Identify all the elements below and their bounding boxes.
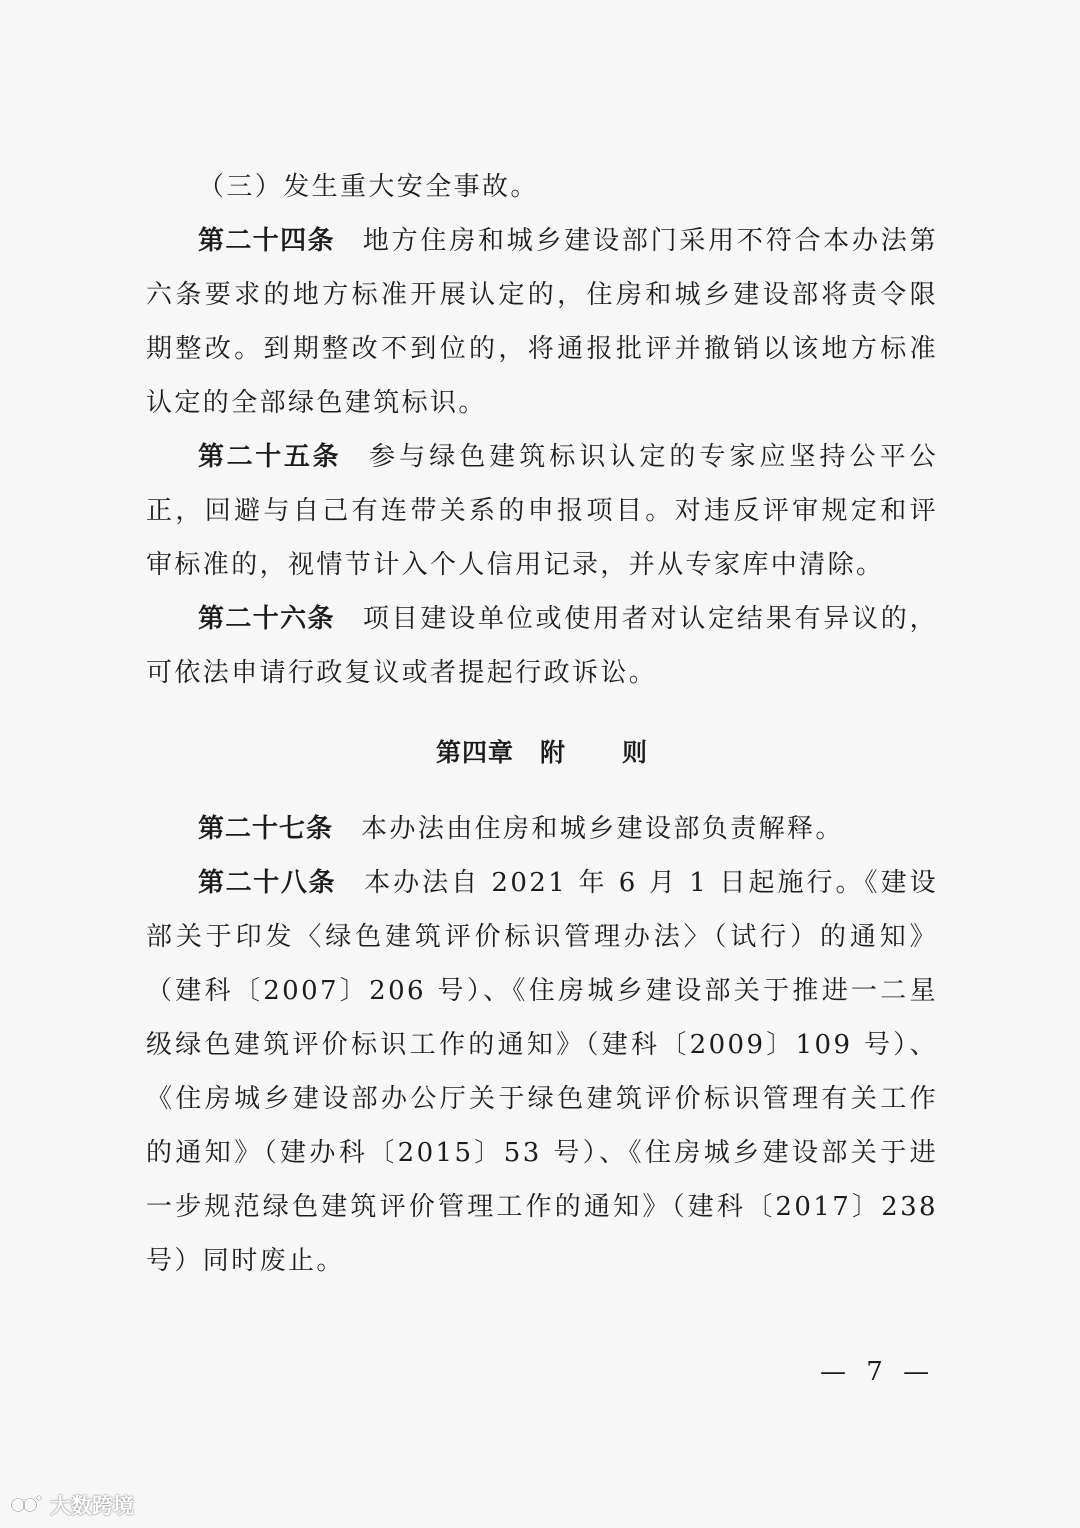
page-number: — 7 — — [820, 1357, 936, 1387]
article-28-text: 本办法自 2021 年 6 月 1 日起施行。《建设部关于印发〈绿色建筑评价标识管理办法〉（试行）的通知》（建科〔2007〕206 号）、《住房城乡建设部关于推进一二星级绿色建筑评价标识工作的通知》（建科〔2009〕109 号）、《住房城乡建设部办公厅关于绿色建筑评价标识管理有关工作的通知》（建办科〔2015〕53 号）、《住房城乡建设部关于进一步规范绿色建筑评价管理工作的通知》（建科〔2017〕238 号）同时废止。 — [146, 868, 938, 1276]
article-27-text: 本办法由住房和城乡建设部负责解释。 — [361, 814, 844, 844]
document-body — [146, 160, 938, 1288]
article-28-label: 第二十八条 — [198, 868, 337, 898]
article-25-text: 参与绿色建筑标识认定的专家应坚持公平公正，回避与自己有连带关系的申报项目。对违反评审规定和评审标准的，视情节计入个人信用记录，并从专家库中清除。 — [146, 442, 938, 580]
article-27-paragraph — [146, 802, 938, 856]
article-26-paragraph — [146, 592, 938, 700]
watermark-text: 大数跨境 — [50, 1494, 134, 1518]
article-25-paragraph — [146, 430, 938, 592]
article-25-label: 第二十五条 — [198, 442, 342, 472]
article-28-paragraph — [146, 856, 938, 1288]
chapter-4-number: 第四章 — [435, 738, 514, 767]
article-26-text: 项目建设单位或使用者对认定结果有异议的，可依法申请行政复议或者提起行政诉讼。 — [146, 604, 938, 688]
chapter-4-heading — [146, 726, 938, 780]
article-24-label: 第二十四条 — [198, 226, 335, 256]
logo-icon — [10, 1492, 44, 1518]
chapter-4-word-2: 则 — [622, 738, 649, 767]
watermark — [10, 1490, 134, 1520]
article-24-paragraph — [146, 214, 938, 430]
item-3-text: （三）发生重大安全事故。 — [198, 172, 539, 202]
article-26-label: 第二十六条 — [198, 604, 335, 634]
chapter-4-word-1: 附 — [539, 738, 566, 767]
item-3-paragraph — [146, 160, 938, 214]
article-27-label: 第二十七条 — [198, 814, 334, 844]
article-24-text: 地方住房和城乡建设部门采用不符合本办法第六条要求的地方标准开展认定的，住房和城乡建设部将责令限期整改。到期整改不到位的，将通报批评并撤销以该地方标准认定的全部绿色建筑标识。 — [146, 226, 938, 418]
